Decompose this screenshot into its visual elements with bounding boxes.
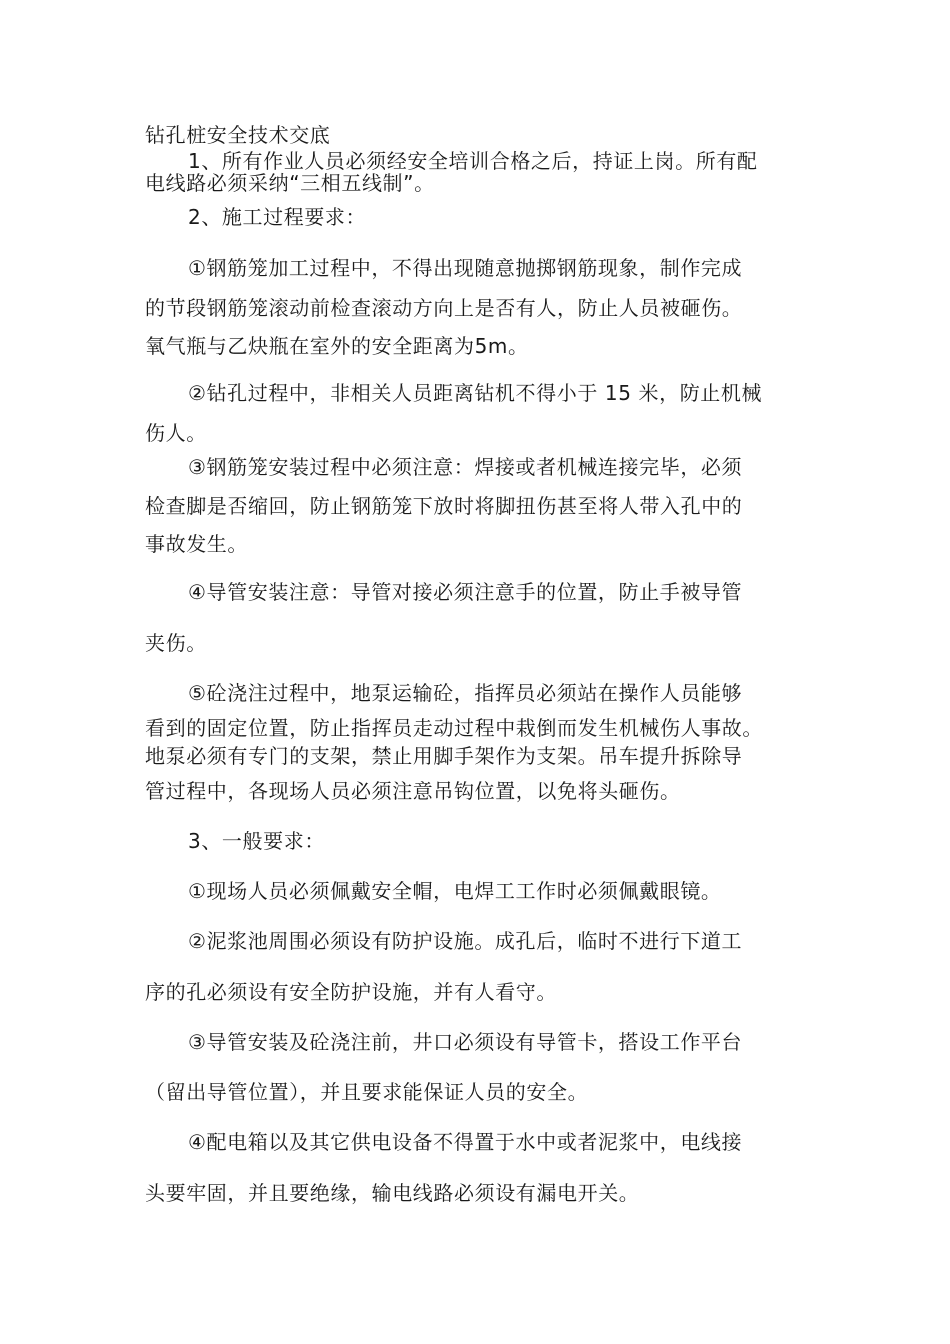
paragraph-line: 伤人。 xyxy=(145,421,207,445)
paragraph-line: （留出导管位置），并且要求能保证人员的安全。 xyxy=(145,1080,589,1104)
paragraph-line: ⑤砼浇注过程中，地泵运输砼，指挥员必须站在操作人员能够 xyxy=(188,681,743,705)
paragraph-line: 事故发生。 xyxy=(145,532,248,556)
paragraph-line: 电线路必须采纳“三相五线制”。 xyxy=(145,171,435,195)
section-heading: 2、施工过程要求： xyxy=(188,205,367,229)
paragraph-line: 夹伤。 xyxy=(145,631,207,655)
section-heading: 3、一般要求： xyxy=(188,829,325,853)
paragraph-line: ②泥浆池周围必须设有防护设施。成孔后，临时不进行下道工 xyxy=(188,929,743,953)
paragraph-line: 的节段钢筋笼滚动前检查滚动方向上是否有人，防止人员被砸伤。 xyxy=(145,296,743,320)
paragraph-line: 管过程中，各现场人员必须注意吊钩位置，以免将头砸伤。 xyxy=(145,779,681,803)
paragraph-line: ②钻孔过程中，非相关人员距离钻机不得小于 15 米，防止机械 xyxy=(188,381,763,405)
paragraph-line: ①现场人员必须佩戴安全帽，电焊工工作时必须佩戴眼镜。 xyxy=(188,879,722,903)
paragraph-line: ③导管安装及砼浇注前，井口必须设有导管卡，搭设工作平台 xyxy=(188,1030,743,1054)
paragraph-line: ④配电箱以及其它供电设备不得置于水中或者泥浆中，电线接 xyxy=(188,1130,743,1154)
paragraph-line: 头要牢固，并且要绝缘，输电线路必须设有漏电开关。 xyxy=(145,1181,640,1205)
paragraph-line: 氧气瓶与乙炔瓶在室外的安全距离为5m。 xyxy=(145,334,529,358)
paragraph-line: ③钢筋笼安装过程中必须注意：焊接或者机械连接完毕，必须 xyxy=(188,455,743,479)
paragraph-line: 序的孔必须设有安全防护设施，并有人看守。 xyxy=(145,980,557,1004)
paragraph-line: ④导管安装注意：导管对接必须注意手的位置，防止手被导管 xyxy=(188,580,743,604)
paragraph-line: 看到的固定位置，防止指挥员走动过程中栽倒而发生机械伤人事故。 xyxy=(145,716,763,740)
paragraph-line: 1、所有作业人员必须经安全培训合格之后，持证上岗。所有配 xyxy=(188,149,758,173)
document-title: 钻孔桩安全技术交底 xyxy=(145,123,331,147)
paragraph-line: 检查脚是否缩回，防止钢筋笼下放时将脚扭伤甚至将人带入孔中的 xyxy=(145,494,743,518)
paragraph-line: ①钢筋笼加工过程中，不得出现随意抛掷钢筋现象，制作完成 xyxy=(188,256,743,280)
paragraph-line: 地泵必须有专门的支架，禁止用脚手架作为支架。吊车提升拆除导 xyxy=(145,744,743,768)
